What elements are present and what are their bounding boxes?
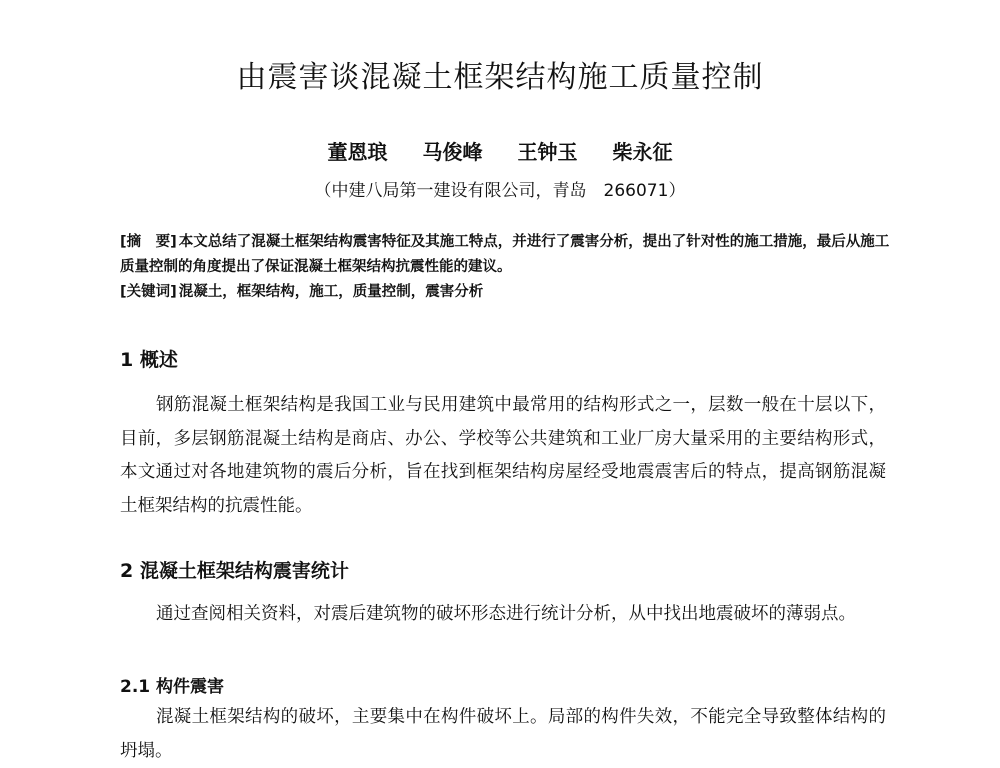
section-paragraph-2: 通过查阅相关资料，对震后建筑物的破坏形态进行统计分析，从中找出地震破坏的薄弱点。 [156,604,856,624]
author-name: 王钟玉 [517,140,578,164]
abstract [120,230,890,280]
keywords-label: [关键词] [120,284,177,300]
author-list [0,136,1000,165]
subsection-heading: 2.1 构件震害 [120,677,225,697]
keywords [120,280,890,305]
section-heading-1: 1 概述 [120,349,178,371]
affiliation: （中建八局第一建设有限公司，青岛 266071） [314,181,686,201]
author-name: 柴永征 [612,140,673,164]
section-paragraph-1: 钢筋混凝土框架结构是我国工业与民用建筑中最常用的结构形式之一，层数一般在十层以下，目前，多层钢筋混凝土结构是商店、办公、学校等公共建筑和工业厂房大量采用的主要结构形式，本文通过对各地建筑物的震后分析，旨在找到框架结构房屋经受地震震害后的特点，提高钢筋混凝土框架结构的抗震性能。 [120,395,886,516]
abstract-label: [摘 要] [120,234,177,250]
author-name: 马俊峰 [422,140,483,164]
abstract-text: 本文总结了混凝土框架结构震害特征及其施工特点，并进行了震害分析，提出了针对性的施工措施，最后从施工质量控制的角度提出了保证混凝土框架结构抗震性能的建议。 [120,234,890,275]
paper-title: 由震害谈混凝土框架结构施工质量控制 [236,60,764,95]
section-heading-2: 2 混凝土框架结构震害统计 [120,560,349,582]
abstract-block [120,230,890,305]
keywords-text: 混凝土，框架结构，施工，质量控制，震害分析 [178,284,484,300]
author-name: 董恩琅 [327,140,388,164]
subsection-paragraph: 混凝土框架结构的破坏，主要集中在构件破坏上。局部的构件失效，不能完全导致整体结构的坍塌。 [120,707,886,761]
